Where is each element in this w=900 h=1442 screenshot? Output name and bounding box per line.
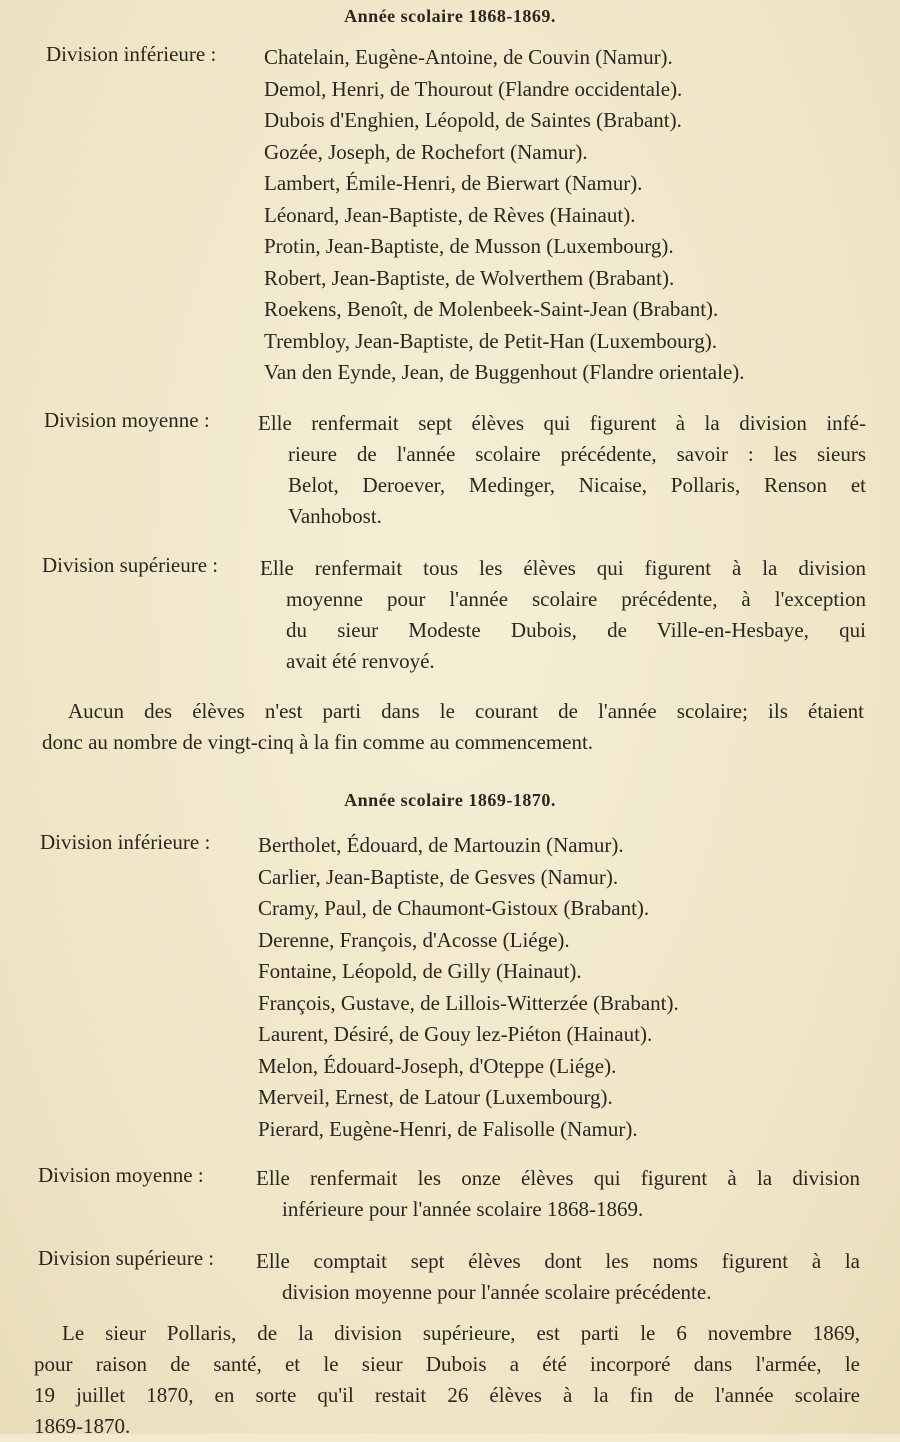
year1-moyenne-text: [258, 408, 866, 439]
year1-superieure-text: [260, 553, 866, 584]
year2-inferieure-label: Division inférieure :: [40, 830, 211, 854]
student-entry: Van den Eynde, Jean, de Buggenhout (Flandre orientale).: [264, 360, 745, 384]
year2-inferieure-list: [258, 830, 679, 1145]
year2-superieure-label: Division supérieure :: [38, 1246, 215, 1270]
year2-heading: Année scolaire 1869-1870.: [344, 790, 556, 810]
year1-heading: Année scolaire 1868-1869.: [344, 6, 556, 26]
student-entry: Gozée, Joseph, de Rochefort (Namur).: [264, 139, 588, 164]
text-line: Vanhobost.: [288, 504, 382, 528]
student-entry: Bertholet, Édouard, de Martouzin (Namur).: [258, 833, 624, 857]
student-entry: Protin, Jean-Baptiste, de Musson (Luxembourg).: [264, 234, 674, 258]
student-entry: Derenne, François, d'Acosse (Liége).: [258, 927, 570, 952]
text-line: du sieur Modeste Dubois, de Ville-en-Hesbaye, qui: [286, 618, 866, 642]
student-entry: Merveil, Ernest, de Latour (Luxembourg).: [258, 1085, 613, 1109]
student-entry: Roekens, Benoît, de Molenbeek-Saint-Jean (Brabant).: [264, 297, 719, 321]
student-entry: François, Gustave, de Lillois-Witterzée (Brabant).: [258, 990, 679, 1015]
year2-moyenne-text: [256, 1163, 860, 1194]
year1-superieure-text-cont: [286, 584, 866, 677]
year2-superieure-text: [256, 1246, 860, 1277]
year1-note-cont: [42, 727, 864, 758]
student-entry: Chatelain, Eugène-Antoine, de Couvin (Namur).: [264, 45, 673, 69]
year1-note-first: [68, 696, 864, 727]
student-entry: Melon, Édouard-Joseph, d'Oteppe (Liége).: [258, 1053, 617, 1078]
text-line: 19 juillet 1870, en sorte qu'il restait 26 élèves à la fin de l'année scolaire: [34, 1383, 860, 1407]
student-entry: Carlier, Jean-Baptiste, de Gesves (Namur).: [258, 864, 619, 889]
text-line: Le sieur Pollaris, de la division supérieure, est parti le 6 novembre 1869,: [62, 1321, 860, 1345]
text-line: Elle renfermait tous les élèves qui figurent à la division: [260, 556, 866, 580]
student-entry: Robert, Jean-Baptiste, de Wolverthem (Brabant).: [264, 265, 675, 290]
year1-inferieure-list: [264, 42, 745, 389]
student-entry: Léonard, Jean-Baptiste, de Rèves (Hainaut).: [264, 202, 636, 227]
year2-superieure-text-cont: [282, 1277, 860, 1308]
student-entry: Trembloy, Jean-Baptiste, de Petit-Han (Luxembourg).: [264, 328, 717, 353]
text-line: Belot, Deroever, Medinger, Nicaise, Pollaris, Renson et: [288, 473, 866, 497]
year1-moyenne-text-cont: [288, 439, 866, 532]
student-entry: Dubois d'Enghien, Léopold, de Saintes (Brabant).: [264, 108, 682, 132]
student-entry: Pierard, Eugène-Henri, de Falisolle (Namur).: [258, 1116, 638, 1141]
text-line: donc au nombre de vingt-cinq à la fin comme au commencement.: [42, 730, 594, 754]
text-line: inférieure pour l'année scolaire 1868-1869.: [282, 1197, 644, 1221]
text-line: Elle renfermait les onze élèves qui figurent à la division: [256, 1166, 860, 1190]
year2-moyenne-label: Division moyenne :: [38, 1163, 204, 1187]
text-line: rieure de l'année scolaire précédente, savoir : les sieurs: [288, 442, 866, 466]
year1-moyenne-label: Division moyenne :: [44, 408, 210, 432]
year2-note-cont: [34, 1349, 860, 1442]
year2-moyenne-text-cont: [282, 1194, 860, 1225]
year1-inferieure-label: Division inférieure :: [46, 42, 217, 66]
text-line: Elle comptait sept élèves dont les noms figurent à la: [256, 1249, 860, 1273]
text-line: 1869-1870.: [34, 1414, 131, 1438]
text-line: pour raison de santé, et le sieur Dubois a été incorporé dans l'armée, le: [34, 1352, 860, 1376]
student-entry: Laurent, Désiré, de Gouy lez-Piéton (Hainaut).: [258, 1022, 653, 1046]
text-line: Elle renfermait sept élèves qui figurent à la division infé-: [258, 411, 866, 435]
text-line: moyenne pour l'année scolaire précédente, à l'exception: [286, 587, 866, 611]
student-entry: Lambert, Émile-Henri, de Bierwart (Namur).: [264, 171, 643, 195]
student-entry: Fontaine, Léopold, de Gilly (Hainaut).: [258, 959, 582, 983]
year2-note-first: [62, 1318, 860, 1349]
text-line: Aucun des élèves n'est parti dans le courant de l'année scolaire; ils étaient: [68, 699, 864, 723]
year1-superieure-label: Division supérieure :: [42, 553, 219, 577]
text-line: division moyenne pour l'année scolaire précédente.: [282, 1280, 712, 1304]
student-entry: Cramy, Paul, de Chaumont-Gistoux (Brabant).: [258, 896, 650, 920]
text-line: avait été renvoyé.: [286, 649, 435, 673]
student-entry: Demol, Henri, de Thourout (Flandre occidentale).: [264, 76, 683, 101]
